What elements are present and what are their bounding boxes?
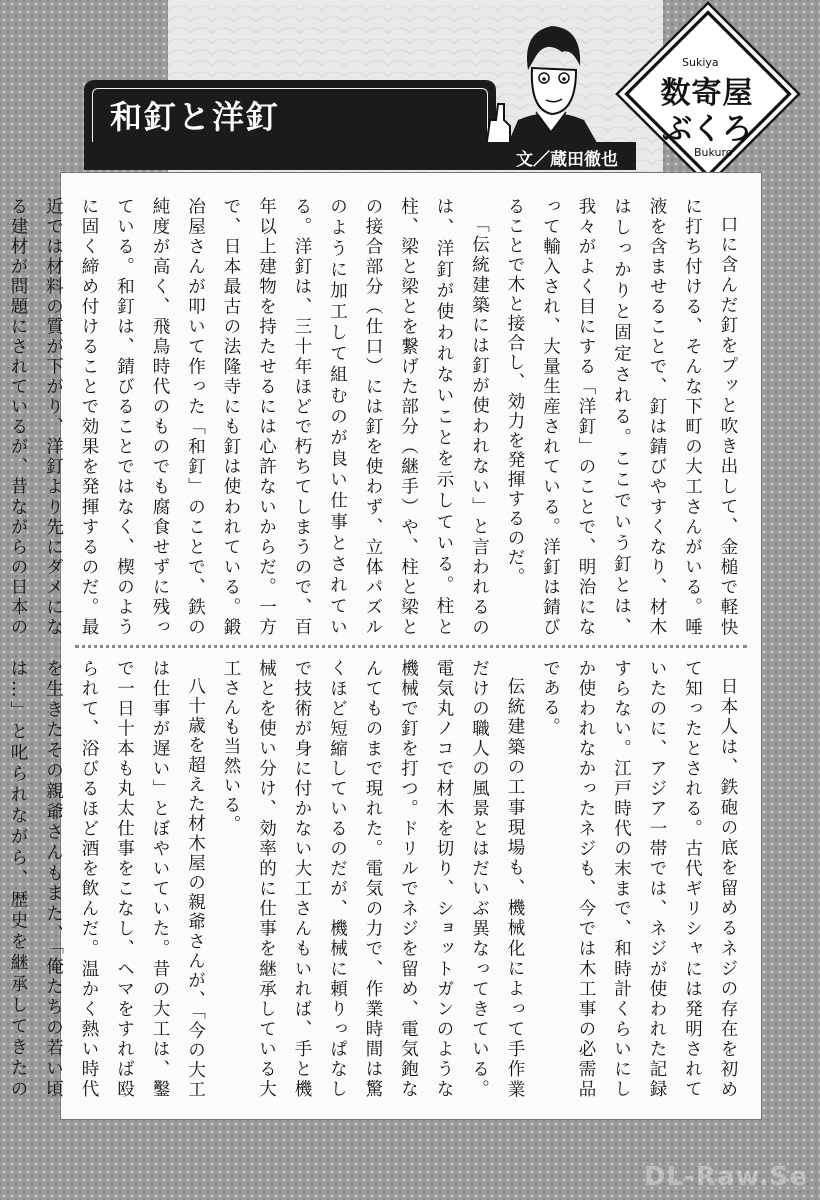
title-bar [84, 80, 496, 142]
article-paragraph: 口に含んだ釘をプッと吹き出して、金槌で軽快に打ち付ける、そんな下町の大工さんがいる。唾液を含ませることで、釘は錆びやすくなり、材木はしっかりと固定される。ここでいう釘とは、我々がよく目にする「洋釘」のことで、明治になって輸入され、大量生産されている。洋釘は錆びることで木と接合し、効力を発揮するのだ。 [505, 197, 738, 637]
article-title: 和釘と洋釘 [110, 98, 281, 136]
character-illustration [466, 8, 636, 148]
article-upper-section [8, 197, 745, 637]
logo-latin-bottom: Bukuro [694, 146, 733, 159]
logo-latin-top: Sukiya [682, 56, 719, 69]
article-paragraph: 日本人は、鉄砲の底を留めるネジの存在を初めて知ったとされる。古代ギリシャには発明されていたのに、アジア一帯では、ネジが使われた記録すらない。江戸時代の末まで、和時計くらいにしか使われなかったネジも、今では木工事の必需品である。 [540, 659, 738, 1099]
logo-line-2: ぶくろ [662, 112, 752, 147]
logo-line-1: 数寄屋 [660, 76, 754, 111]
series-logo [612, 16, 802, 176]
article-panel [8, 172, 762, 1120]
article-lower-section [8, 659, 745, 1099]
watermark: DL-Raw.Se [643, 1162, 808, 1192]
article-paragraph: 八十歳を超えた材木屋の親爺さんが、「今の大工は仕事が遅い」とぼやいていた。昔の大工は、鑿で一日十本も丸太仕事をこなし、ヘマをすれば殴られて、浴びるほど酒を飲んだ。温かく熱い時代を生きたその親爺さんもまた、「俺たちの若い頃は…」と叱られながら、歴史を継承してきたの [8, 659, 206, 1099]
byline-bar [84, 142, 636, 170]
article-paragraph: 「伝統建築には釘が使われない」と言われるのは、洋釘が使われないことを示している。柱と柱、梁と梁とを繋げた部分（継手）や、柱と梁との接合部分（仕口）には釘を使わず、立体パズルのように加工して組むのが良い仕事とされている。洋釘は、三十年ほどで朽ちてしまうので、百年以上建物を持たせるには心許ないからだ。一方で、日本最古の法隆寺にも釘は使われている。鍛冶屋さんが叩いて作った「和釘」のことで、鉄の純度が高く、飛鳥時代のものでも腐食せずに残っている。和釘は、錆びることではなく、楔のように固く締め付けることで効果を発揮するのだ。最近では材料の質が下がり、洋釘より先にダメになる建材が問題にされているが、昔ながらの日本の [8, 197, 490, 637]
author-byline: 文／蔵田徹也 [516, 150, 618, 170]
article-paragraph: 伝統建築の工事現場も、機械化によって手作業だけの職人の風景とはだいぶ異なってきている。電気丸ノコで材木を切り、ショットガンのような機械で釘を打つ。ドリルでネジを留め、電気鉋なんてものまで現れた。電気の力で、作業時間は驚くほど短縮しているのだが、機械に頼りっぱなしで技術が身に付かない大工さんもいれば、手と機械とを使い分け、効率的に仕事を継承している大工さんも当然いる。 [221, 659, 525, 1099]
section-divider [75, 645, 747, 652]
